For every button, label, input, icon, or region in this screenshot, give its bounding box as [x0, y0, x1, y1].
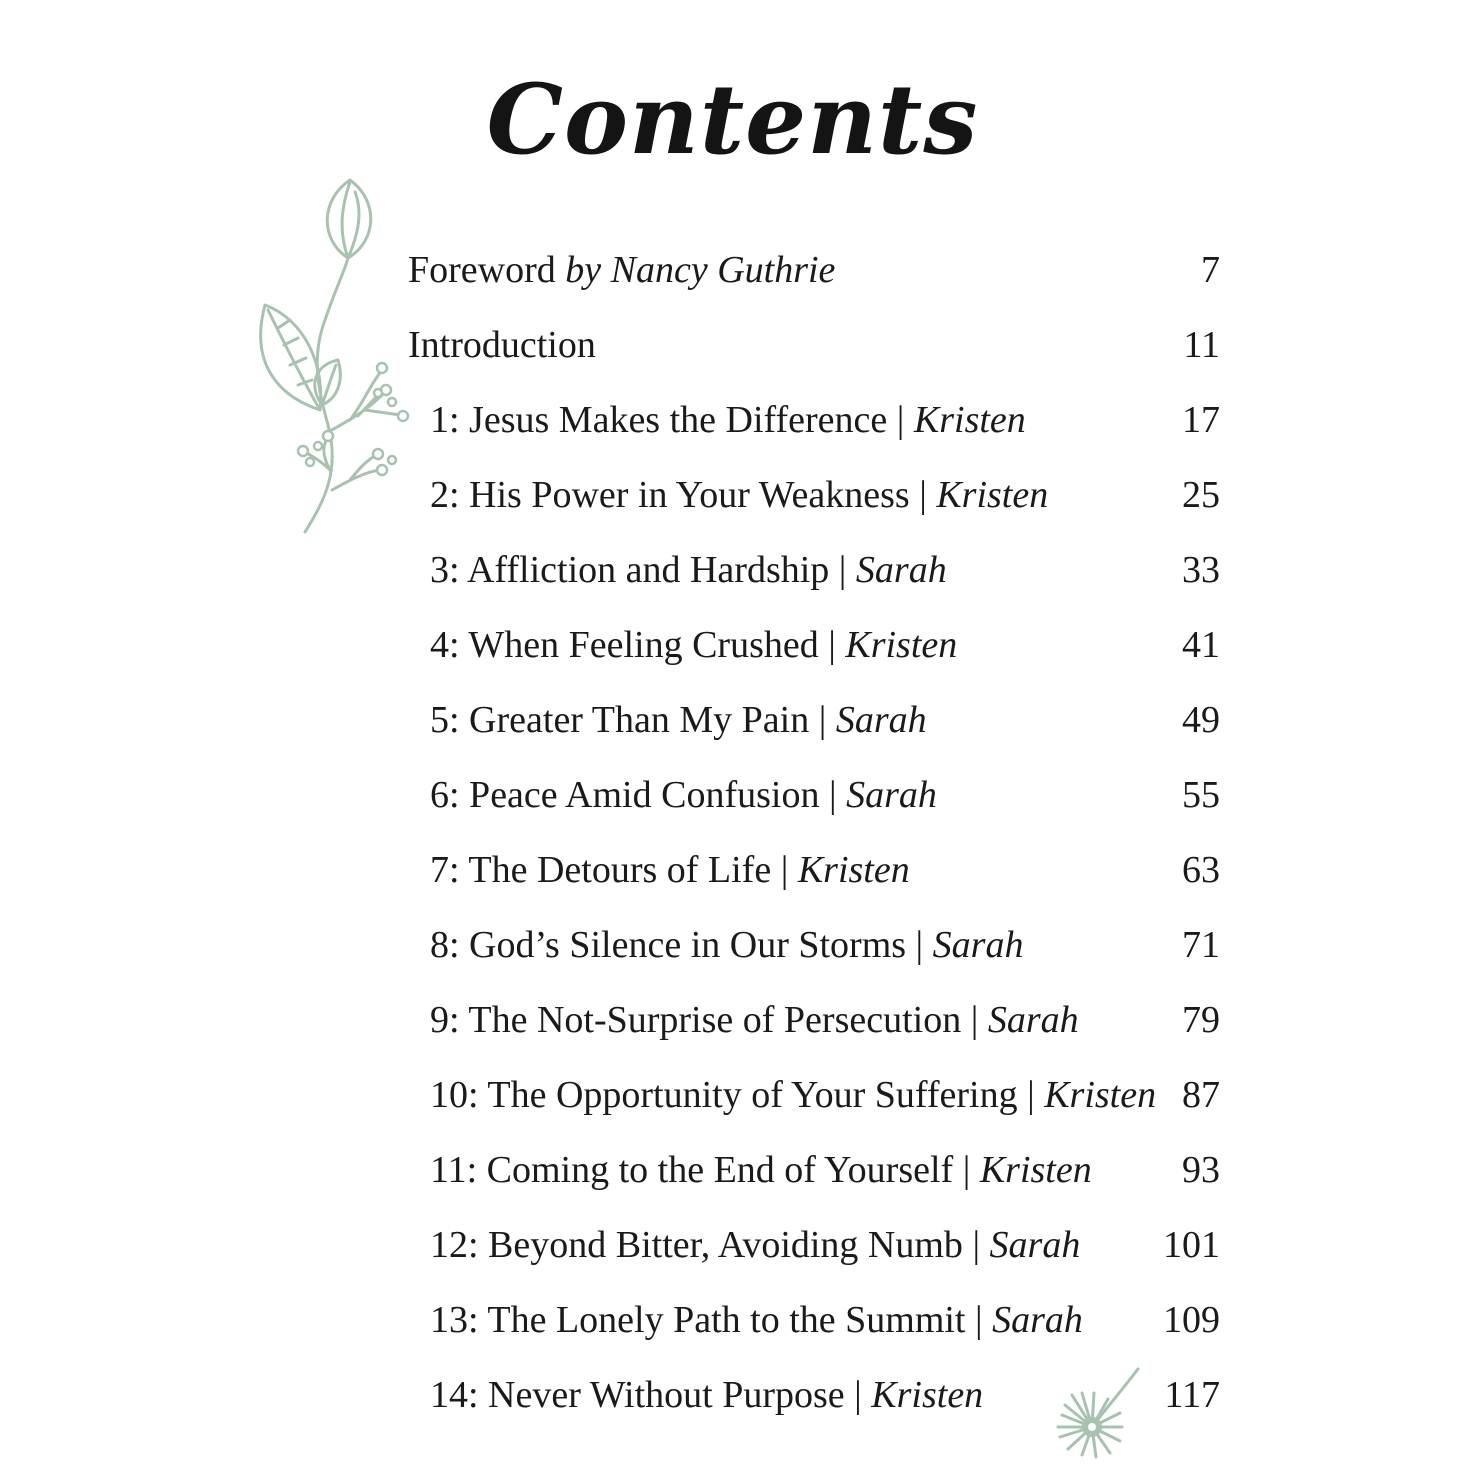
toc-entry-title: 2: His Power in Your Weakness — [430, 474, 910, 516]
toc-entry-title: 5: Greater Than My Pain — [430, 699, 810, 741]
toc-entry-text — [430, 1145, 1092, 1195]
toc-entry-author: Kristen — [913, 399, 1026, 441]
toc-entry-author: Kristen — [936, 474, 1049, 516]
toc-entry-separator: | — [887, 399, 914, 441]
toc-entry-separator: | — [906, 924, 933, 966]
toc-entry-separator: | — [844, 1374, 872, 1416]
toc-entry-text — [430, 1370, 983, 1420]
toc-entry-separator: | — [771, 849, 798, 891]
toc-entry-author: Sarah — [992, 1299, 1083, 1341]
toc-entry — [0, 695, 1465, 745]
toc-entry-separator: | — [1017, 1074, 1045, 1116]
toc-entry-page-number: 109 — [1163, 1299, 1220, 1341]
toc-entry-author: by Nancy Guthrie — [565, 249, 836, 291]
toc-entry-text — [408, 320, 596, 370]
toc-entry-author: Kristen — [871, 1374, 984, 1416]
toc-entry-page-number: 33 — [1182, 549, 1220, 591]
toc-entry-page-number: 79 — [1182, 999, 1220, 1041]
toc-entry-page-number: 25 — [1182, 474, 1220, 516]
toc-entry-text — [430, 620, 957, 670]
toc-entry-title: Introduction — [408, 324, 596, 366]
toc-entry-author: Kristen — [1044, 1074, 1157, 1116]
toc-entry-text — [430, 995, 1079, 1045]
toc-entry-text — [430, 545, 947, 595]
toc-entry-author: Sarah — [855, 549, 947, 591]
toc-entry-title: 9: The Not-Surprise of Persecution — [430, 999, 962, 1041]
toc-entry — [0, 1220, 1465, 1270]
toc-entry-page-number: 117 — [1164, 1374, 1220, 1416]
toc-entry-title: 8: God’s Silence in Our Storms — [430, 924, 907, 966]
toc-entry — [0, 395, 1465, 445]
toc-entry-title: 13: The Lonely Path to the Summit — [430, 1299, 966, 1341]
toc-entry-page-number: 87 — [1182, 1074, 1220, 1116]
toc-entry-title: 12: Beyond Bitter, Avoiding Numb — [430, 1224, 963, 1266]
toc-entry — [0, 620, 1465, 670]
toc-entry — [0, 470, 1465, 520]
toc-entry-author: Sarah — [987, 999, 1079, 1041]
toc-entry-page-number: 7 — [1201, 249, 1220, 291]
toc-entry-separator: | — [809, 699, 836, 741]
toc-entry-author: Sarah — [989, 1224, 1081, 1266]
toc-entry-text — [430, 695, 927, 745]
toc-entry-page-number: 71 — [1182, 924, 1220, 966]
toc-entry-author: Kristen — [845, 624, 958, 666]
toc-entry-title: 7: The Detours of Life — [430, 849, 772, 891]
toc-entry-title: 1: Jesus Makes the Difference — [430, 399, 888, 441]
toc-entry-title: 10: The Opportunity of Your Suffering — [430, 1074, 1018, 1116]
toc-entry-separator: | — [965, 1299, 993, 1341]
toc-entry-separator — [556, 249, 566, 291]
toc-entry-text — [430, 395, 1026, 445]
toc-entry-text — [430, 1070, 1156, 1120]
toc-entry-author: Kristen — [797, 849, 910, 891]
toc-entry-separator: | — [962, 1224, 990, 1266]
toc-entry — [0, 1145, 1465, 1195]
toc-entry-title: 14: Never Without Purpose — [430, 1374, 845, 1416]
toc-entry-title: 6: Peace Amid Confusion — [430, 774, 820, 816]
toc-entry — [0, 995, 1465, 1045]
toc-entry-text — [430, 1220, 1080, 1270]
toc-entry-separator: | — [829, 549, 856, 591]
toc-entry-separator: | — [953, 1149, 980, 1191]
toc-entry-title: 11: Coming to the End of Yourself — [430, 1149, 954, 1191]
toc-entry-text — [430, 1295, 1083, 1345]
toc-entry-page-number: 63 — [1182, 849, 1220, 891]
toc-entry-separator: | — [819, 774, 847, 816]
page-title: Contents — [486, 63, 979, 177]
toc-entry — [0, 1295, 1465, 1345]
toc-entry — [0, 320, 1465, 370]
toc-entry — [0, 845, 1465, 895]
toc-entry-text — [430, 845, 910, 895]
toc-entry — [0, 545, 1465, 595]
toc-entry-text — [430, 770, 937, 820]
toc-entry-title: 4: When Feeling Crushed — [430, 624, 819, 666]
toc-entry-author: Sarah — [835, 699, 927, 741]
toc-entry — [0, 1070, 1465, 1120]
toc-entry-author: Sarah — [932, 924, 1024, 966]
toc-entry — [0, 1370, 1465, 1420]
toc-entry-page-number: 11 — [1183, 324, 1220, 366]
toc-entry-text — [430, 470, 1048, 520]
toc-entry-page-number: 101 — [1163, 1224, 1220, 1266]
toc-entry-title: Foreword — [408, 249, 556, 291]
toc-entry-separator: | — [818, 624, 846, 666]
toc-entry-page-number: 55 — [1182, 774, 1220, 816]
toc-entry-page-number: 93 — [1182, 1149, 1220, 1191]
toc-entry — [0, 920, 1465, 970]
toc-entry-separator: | — [961, 999, 988, 1041]
toc-entry-separator: | — [909, 474, 937, 516]
toc-entry — [0, 770, 1465, 820]
toc-entry-author: Kristen — [979, 1149, 1092, 1191]
toc-entry-text — [408, 245, 835, 295]
toc-entry — [0, 245, 1465, 295]
toc-entry-text — [430, 920, 1023, 970]
toc-entry-title: 3: Affliction and Hardship — [430, 549, 830, 591]
toc-entry-page-number: 17 — [1182, 399, 1220, 441]
toc-entry-page-number: 41 — [1182, 624, 1220, 666]
toc-entry-author: Sarah — [846, 774, 937, 816]
toc-entry-page-number: 49 — [1182, 699, 1220, 741]
